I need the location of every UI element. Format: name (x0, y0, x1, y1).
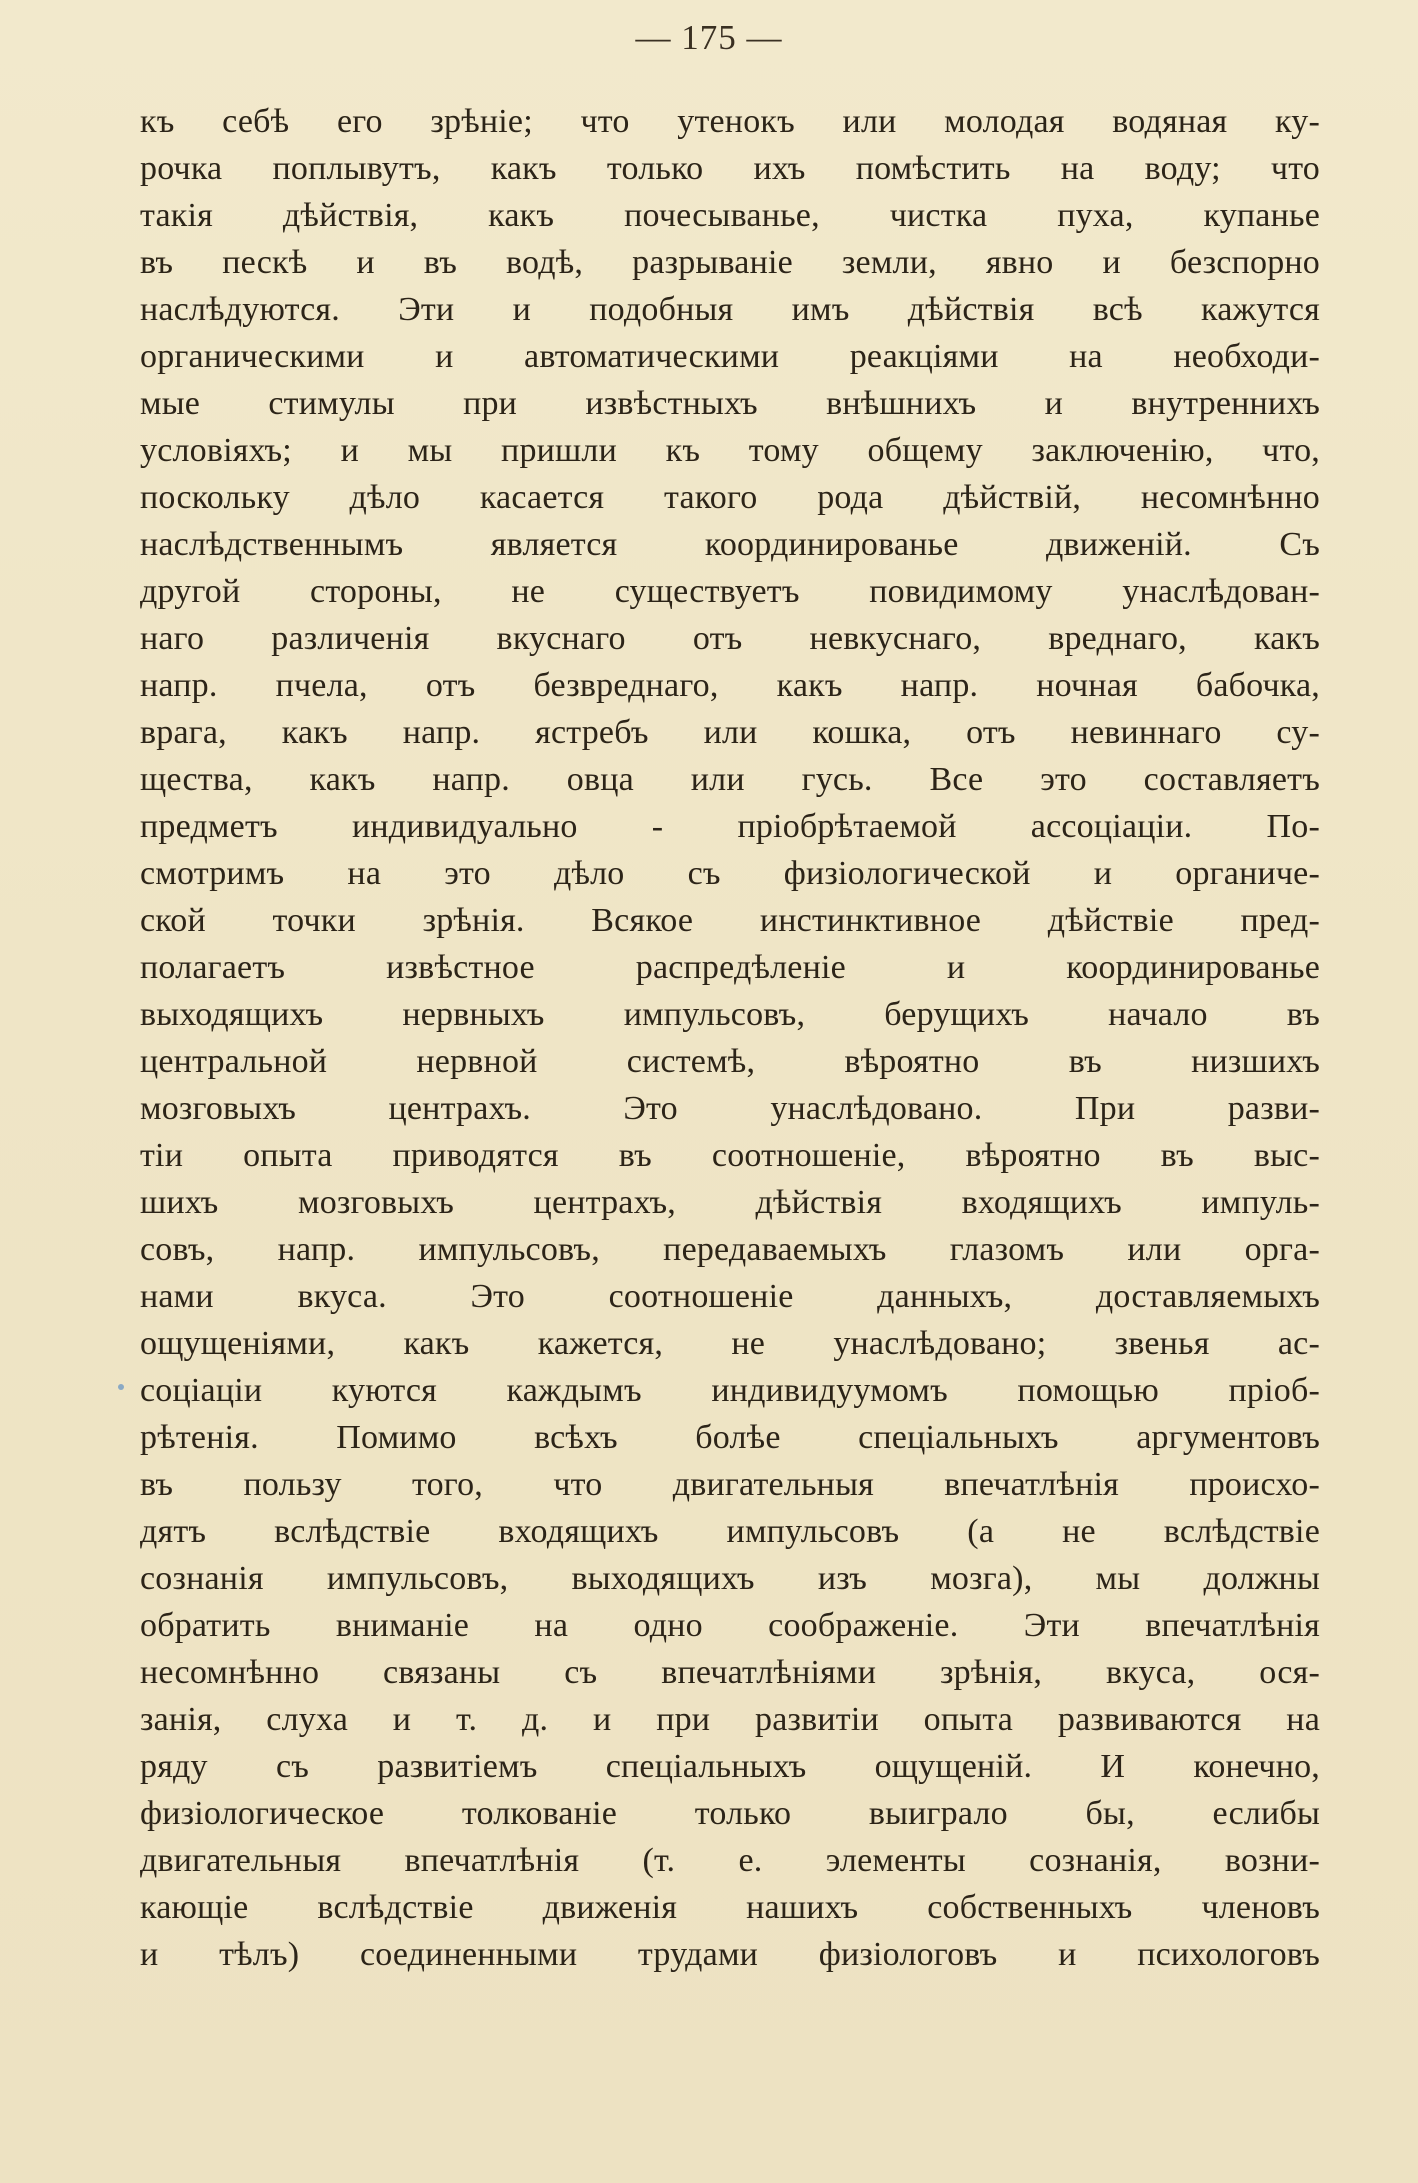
text-line: условіяхъ; и мы пришли къ тому общему заключенію, что, (140, 432, 1320, 469)
text-line: ряду съ развитіемъ спеціальныхъ ощущеній. И конечно, (140, 1748, 1320, 1785)
text-line: предметъ индивидуально - пріобрѣтаемой ассоціаціи. По- (140, 808, 1320, 845)
text-line: смотримъ на это дѣло съ физіологической и органиче- (140, 855, 1320, 892)
text-line: рѣтенія. Помимо всѣхъ болѣе спеціальныхъ аргументовъ (140, 1419, 1320, 1456)
text-line: къ себѣ его зрѣніе; что утенокъ или молодая водяная ку- (140, 103, 1320, 140)
text-line: занія, слуха и т. д. и при развитіи опыта развиваются на (140, 1701, 1320, 1738)
text-line: тіи опыта приводятся въ соотношеніе, вѣроятно въ выс- (140, 1137, 1320, 1174)
text-line: обратить вниманіе на одно соображеніе. Эти впечатлѣнія (140, 1607, 1320, 1644)
text-line: такія дѣйствія, какъ почесыванье, чистка пуха, купанье (140, 197, 1320, 234)
text-line: шихъ мозговыхъ центрахъ, дѣйствія входящихъ импуль- (140, 1184, 1320, 1221)
text-line: и тѣлъ) соединенными трудами физіологовъ и психологовъ (140, 1936, 1320, 1973)
text-line: кающіе вслѣдствіе движенія нашихъ собственныхъ членовъ (140, 1889, 1320, 1926)
text-line: дятъ вслѣдствіе входящихъ импульсовъ (а не вслѣдствіе (140, 1513, 1320, 1550)
text-line: двигательныя впечатлѣнія (т. е. элементы сознанія, возни- (140, 1842, 1320, 1879)
text-line: сознанія импульсовъ, выходящихъ изъ мозга), мы должны (140, 1560, 1320, 1597)
text-line: соціаціи куются каждымъ индивидуумомъ помощью пріоб- (140, 1372, 1320, 1409)
body-text (140, 98, 1320, 1978)
page-number: — 175 — (635, 18, 783, 57)
text-line: выходящихъ нервныхъ импульсовъ, берущихъ начало въ (140, 996, 1320, 1033)
text-line: центральной нервной системѣ, вѣроятно въ низшихъ (140, 1043, 1320, 1080)
text-line: ской точки зрѣнія. Всякое инстинктивное дѣйствіе пред- (140, 902, 1320, 939)
text-line: наслѣдуются. Эти и подобныя имъ дѣйствія всѣ кажутся (140, 291, 1320, 328)
text-line: врага, какъ напр. ястребъ или кошка, отъ невиннаго су- (140, 714, 1320, 751)
text-line: мозговыхъ центрахъ. Это унаслѣдовано. При разви- (140, 1090, 1320, 1127)
text-line: физіологическое толкованіе только выиграло бы, еслибы (140, 1795, 1320, 1832)
text-line: рочка поплывутъ, какъ только ихъ помѣстить на воду; что (140, 150, 1320, 187)
text-line: мые стимулы при извѣстныхъ внѣшнихъ и внутреннихъ (140, 385, 1320, 422)
margin-dot (118, 1384, 124, 1390)
text-line: другой стороны, не существуетъ повидимому унаслѣдован- (140, 573, 1320, 610)
text-line: нами вкуса. Это соотношеніе данныхъ, доставляемыхъ (140, 1278, 1320, 1315)
text-line: напр. пчела, отъ безвреднаго, какъ напр. ночная бабочка, (140, 667, 1320, 704)
text-line: наго различенія вкуснаго отъ невкуснаго, вреднаго, какъ (140, 620, 1320, 657)
text-line: въ пользу того, что двигательныя впечатлѣнія происхо- (140, 1466, 1320, 1503)
text-line: несомнѣнно связаны съ впечатлѣніями зрѣнія, вкуса, ося- (140, 1654, 1320, 1691)
text-line: поскольку дѣло касается такого рода дѣйствій, несомнѣнно (140, 479, 1320, 516)
text-line: полагаетъ извѣстное распредѣленіе и координированье (140, 949, 1320, 986)
text-line: совъ, напр. импульсовъ, передаваемыхъ глазомъ или орга- (140, 1231, 1320, 1268)
text-line: наслѣдственнымъ является координированье движеній. Съ (140, 526, 1320, 563)
text-line: органическими и автоматическими реакціями на необходи- (140, 338, 1320, 375)
text-line: въ пескѣ и въ водѣ, разрываніе земли, явно и безспорно (140, 244, 1320, 281)
text-line: щества, какъ напр. овца или гусь. Все это составляетъ (140, 761, 1320, 798)
text-line: ощущеніями, какъ кажется, не унаслѣдовано; звенья ас- (140, 1325, 1320, 1362)
